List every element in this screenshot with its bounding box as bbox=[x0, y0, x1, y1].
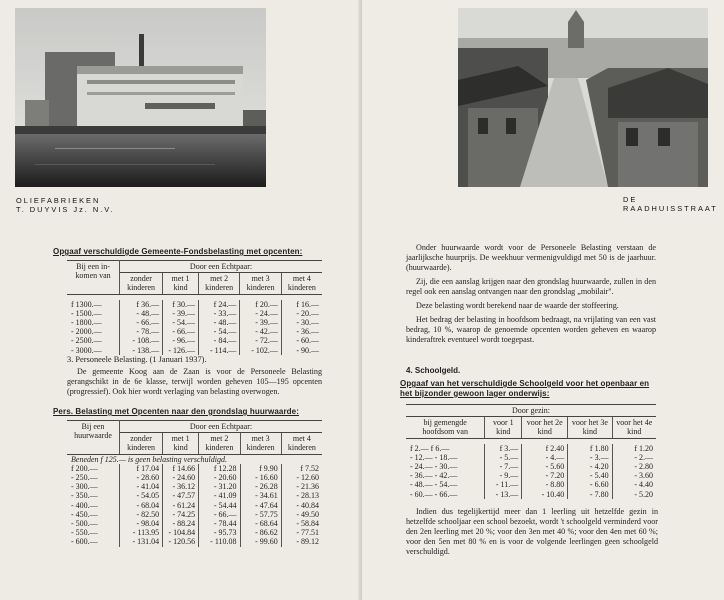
table-cell: - 26.28 bbox=[240, 482, 281, 491]
table-row bbox=[406, 490, 656, 499]
table-cell: - 2.80 bbox=[634, 462, 653, 472]
column-header: voor 1 kind bbox=[485, 417, 522, 438]
table-cell: - 350.— bbox=[67, 491, 119, 500]
table-row bbox=[67, 473, 322, 482]
table-cell: - 74.25 bbox=[163, 510, 199, 519]
column-header: met 1 kind bbox=[163, 273, 199, 294]
caption-line: OLIEFABRIEKEN bbox=[16, 196, 101, 205]
table-row bbox=[67, 528, 322, 537]
table-cell: - 6.60 bbox=[568, 480, 612, 489]
table-cell: f 1300.— bbox=[67, 300, 120, 309]
section-heading: Opgaaf verschuldigde Gemeente-Fondsbelasting met opcenten: bbox=[53, 247, 303, 256]
table-cell: - 20.— bbox=[296, 308, 319, 318]
table-cell: f 14.66 bbox=[163, 464, 199, 473]
table-cell: - 2500.— bbox=[67, 336, 120, 345]
table-cell: - 28.60 bbox=[119, 473, 162, 482]
table-cell: - 2000.— bbox=[67, 327, 120, 336]
table-cell: f 2.— f 6.— bbox=[406, 444, 485, 453]
table-row bbox=[67, 482, 322, 491]
column-header bbox=[67, 421, 119, 455]
table-cell: f 20.— bbox=[240, 300, 282, 309]
table-row bbox=[67, 309, 322, 318]
table-cell: - 113.95 bbox=[119, 528, 162, 537]
table-cell: - 78.— bbox=[120, 327, 163, 336]
column-header: met 3 kinderen bbox=[240, 273, 282, 294]
table-cell: f 1.80 bbox=[568, 444, 612, 453]
table-cell: - 250.— bbox=[67, 473, 119, 482]
table-cell: - 54.44 bbox=[199, 501, 240, 510]
table-cell: - 47.57 bbox=[163, 491, 199, 500]
factory-photo bbox=[15, 8, 266, 187]
table-row bbox=[67, 327, 322, 336]
table-cell: - 66.— bbox=[120, 318, 163, 327]
table-cell: - 72.— bbox=[240, 336, 282, 345]
table-cell: - 89.12 bbox=[296, 537, 319, 547]
table-cell: - 57.75 bbox=[240, 510, 281, 519]
street-photo-caption bbox=[623, 195, 718, 213]
column-header bbox=[67, 261, 120, 295]
group-header: Door gezin: bbox=[406, 405, 656, 417]
body-paragraph: Zij, die een aanslag krijgen naar den grondslag huurwaarde, zullen in den regel ook een aanslag ontvangen naar den grondslag „mobilair". bbox=[406, 277, 656, 296]
caption-line: DE bbox=[623, 195, 638, 204]
pers-table bbox=[67, 420, 322, 547]
table-cell: - 49.50 bbox=[296, 509, 319, 519]
table-cell: - 500.— bbox=[67, 519, 119, 528]
section-heading: Pers. Belasting met Opcenten naar den grondslag huurwaarde: bbox=[53, 407, 299, 416]
column-header: zonder kinderen bbox=[119, 433, 162, 454]
table-row bbox=[67, 491, 322, 500]
table-row bbox=[67, 300, 322, 309]
table-cell: - 21.36 bbox=[296, 482, 319, 492]
table-cell: - 48.— bbox=[199, 318, 240, 327]
table-cell: - 68.04 bbox=[119, 501, 162, 510]
section-subhead: 4. Schoolgeld. bbox=[406, 366, 461, 375]
table-cell: - 34.61 bbox=[240, 491, 281, 500]
pers-table-section bbox=[53, 407, 322, 547]
table-cell: - 5.20 bbox=[634, 489, 653, 499]
table-row bbox=[406, 453, 656, 462]
table-row bbox=[406, 471, 656, 480]
table-cell: - 84.— bbox=[199, 336, 240, 345]
table-cell: - 7.80 bbox=[568, 490, 612, 499]
table-cell: - 54.— bbox=[163, 318, 199, 327]
table-cell: - 5.60 bbox=[522, 462, 568, 471]
table-cell: - 450.— bbox=[67, 510, 119, 519]
table-cell: - 550.— bbox=[67, 528, 119, 537]
table-cell: - 120.56 bbox=[163, 537, 199, 546]
table-cell: - 41.09 bbox=[199, 491, 240, 500]
table-cell: - 102.— bbox=[240, 346, 282, 355]
column-header: met 2 kinderen bbox=[199, 433, 240, 454]
table-cell: - 7.— bbox=[485, 462, 522, 471]
column-header: met 4 kinderen bbox=[281, 273, 322, 294]
column-header: voor het 3e kind bbox=[568, 417, 612, 438]
table-row bbox=[67, 318, 322, 327]
table-cell: - 300.— bbox=[67, 482, 119, 491]
table-cell: - 24.60 bbox=[163, 473, 199, 482]
table-cell: - 12.— - 18.— bbox=[406, 453, 485, 462]
table-cell: - 28.13 bbox=[296, 491, 319, 501]
column-header: met 2 kinderen bbox=[199, 273, 240, 294]
table-cell: - 3.— bbox=[568, 453, 612, 462]
table-row bbox=[67, 501, 322, 510]
table-cell: - 4.20 bbox=[568, 462, 612, 471]
table-cell: - 96.— bbox=[163, 336, 199, 345]
table-cell: - 36.12 bbox=[163, 482, 199, 491]
table-cell: f 9.90 bbox=[240, 464, 281, 473]
table-cell: - 24.— - 30.— bbox=[406, 462, 485, 471]
table-cell: - 126.— bbox=[163, 346, 199, 355]
table-cell: - 60.— bbox=[296, 336, 319, 346]
table-cell: - 9.— bbox=[485, 471, 522, 480]
body-paragraph: Het bedrag der belasting in hoofdsom bedraagt, na vrijlating van een vast bedrag, 10 %, waarop de genoemde opcenten worden geheven en waarop kinderaftrek eventueel wordt toegepast. bbox=[406, 315, 656, 344]
table-cell: - 600.— bbox=[67, 537, 119, 546]
table-cell: - 31.20 bbox=[199, 482, 240, 491]
body-paragraph: Indien dus tegelijkertijd meer dan 1 leerling uit hetzelfde gezin in hetzelfde schooljaar een school bezoekt, wordt 't schoolgeld verminderd voor den 2en leerling met 20 %; voor den 3en met 40 %; voor den 4en met 60 %; voor den 5en met 80 % en is voor de volgende leerlingen geen schoolgeld verschuldigd. bbox=[406, 506, 658, 556]
table-row bbox=[67, 519, 322, 528]
table-cell: - 78.44 bbox=[199, 519, 240, 528]
table-row bbox=[67, 346, 322, 355]
table-cell: - 13.— bbox=[485, 490, 522, 499]
table-cell: - 8.80 bbox=[522, 480, 568, 489]
table-cell: - 20.60 bbox=[199, 473, 240, 482]
table-cell: - 5.— bbox=[485, 453, 522, 462]
schoolgeld-table bbox=[406, 404, 656, 499]
table-cell: - 95.73 bbox=[199, 528, 240, 537]
table-cell: f 17.04 bbox=[119, 464, 162, 473]
table-cell: - 10.40 bbox=[522, 490, 568, 499]
table-cell: - 4.40 bbox=[634, 480, 653, 490]
group-header: Door een Echtpaar: bbox=[120, 261, 322, 273]
table-cell: f 2.40 bbox=[522, 444, 568, 453]
schoolgeld-section bbox=[400, 366, 658, 561]
table-cell: - 77.51 bbox=[296, 528, 319, 538]
section-heading: Opgaaf van het verschuldigde Schoolgeld voor het openbaar en het bijzonder gewoon lager onderwijs: bbox=[400, 379, 650, 398]
table-cell: - 33.— bbox=[199, 309, 240, 318]
table-cell: - 3000.— bbox=[67, 346, 120, 355]
table-cell: - 39.— bbox=[163, 309, 199, 318]
table-cell: - 2.— bbox=[634, 452, 653, 462]
table-cell: - 66.— bbox=[199, 510, 240, 519]
table-cell: - 41.04 bbox=[119, 482, 162, 491]
body-paragraph: Onder huurwaarde wordt voor de Personeele Belasting verstaan de jaarlijksche huurprijs. De weekhuur vermenigvuldigd met 50 is de jaarhuur. (huurwaarde). bbox=[406, 243, 656, 272]
table-cell: - 131.04 bbox=[119, 537, 162, 546]
table-cell: - 39.— bbox=[240, 318, 282, 327]
table-cell: - 30.— bbox=[296, 318, 319, 328]
table-cell: - 114.— bbox=[199, 346, 240, 355]
table-cell: - 400.— bbox=[67, 501, 119, 510]
section-subhead: 3. Personeele Belasting. (1 Januari 1937). bbox=[67, 355, 207, 364]
column-header: met 1 kind bbox=[163, 433, 199, 454]
table-cell: - 82.50 bbox=[119, 510, 162, 519]
street-photo bbox=[458, 8, 708, 187]
table-note: Beneden f 125.— is geen belasting verschuldigd. bbox=[71, 454, 227, 464]
gemeentefonds-section bbox=[53, 247, 322, 355]
table-cell: - 36.— bbox=[296, 327, 319, 337]
table-cell: - 48.— bbox=[120, 309, 163, 318]
column-header: zonder kinderen bbox=[120, 273, 163, 294]
table-cell: f 16.— bbox=[296, 299, 319, 309]
table-cell: f 24.— bbox=[199, 300, 240, 309]
table-cell: - 110.08 bbox=[199, 537, 240, 546]
table-cell: f 30.— bbox=[163, 300, 199, 309]
table-cell: - 48.— - 54.— bbox=[406, 480, 485, 489]
table-cell: - 90.— bbox=[296, 345, 319, 355]
table-cell: - 58.84 bbox=[296, 519, 319, 529]
table-cell: - 98.04 bbox=[119, 519, 162, 528]
table-cell: - 54.— bbox=[199, 327, 240, 336]
table-cell: - 68.64 bbox=[240, 519, 281, 528]
table-cell: - 108.— bbox=[120, 336, 163, 345]
column-header: voor het 4e kind bbox=[612, 417, 656, 438]
table-cell: f 7.52 bbox=[300, 463, 319, 473]
right-page bbox=[362, 0, 724, 600]
caption-line: T. DUYVIS Jz. N.V. bbox=[16, 205, 115, 214]
table-cell: - 16.60 bbox=[240, 473, 281, 482]
factory-photo-caption bbox=[16, 196, 115, 214]
table-cell: - 1800.— bbox=[67, 318, 120, 327]
group-header: Door een Echtpaar: bbox=[119, 421, 322, 433]
table-row bbox=[406, 480, 656, 489]
col-text: Bij een in-komen van bbox=[75, 262, 111, 281]
table-cell: f 36.— bbox=[120, 300, 163, 309]
body-paragraph: Deze belasting wordt berekend naar de waarde der stoffeering. bbox=[416, 301, 619, 310]
table-row bbox=[406, 462, 656, 471]
table-cell: - 36.— - 42.— bbox=[406, 471, 485, 480]
table-cell: - 61.24 bbox=[163, 501, 199, 510]
column-header: bij gemengde hoofdsom van bbox=[406, 417, 485, 438]
table-cell: - 4.— bbox=[522, 453, 568, 462]
table-body bbox=[67, 454, 322, 547]
table-cell: - 47.64 bbox=[240, 501, 281, 510]
table-cell: - 11.— bbox=[485, 480, 522, 489]
column-header: voor het 2e kind bbox=[522, 417, 568, 438]
table-row bbox=[67, 336, 322, 345]
body-paragraph: De gemeente Koog aan de Zaan is voor de Personeele Belasting gerangschikt in de 6e klasse, terwijl worden geheven 105—195 opcenten (progressief). Ook hier wordt verlaging van belasting overwogen. bbox=[67, 367, 322, 396]
column-header: met 3 kinderen bbox=[240, 433, 281, 454]
table-cell: - 104.84 bbox=[163, 528, 199, 537]
table-cell: - 54.05 bbox=[119, 491, 162, 500]
table-cell: - 7.20 bbox=[522, 471, 568, 480]
table-cell: - 88.24 bbox=[163, 519, 199, 528]
table-cell: f 12.28 bbox=[199, 464, 240, 473]
table-body bbox=[406, 438, 656, 499]
table-cell: - 24.— bbox=[240, 309, 282, 318]
table-cell: f 200.— bbox=[67, 464, 119, 473]
caption-line: RAADHUISSTRAAT bbox=[623, 204, 718, 213]
table-row bbox=[67, 464, 322, 473]
gemeentefonds-table bbox=[67, 260, 322, 355]
table-cell: - 60.— - 66.— bbox=[406, 490, 485, 499]
table-cell: - 138.— bbox=[120, 346, 163, 355]
table-cell: f 1.20 bbox=[634, 443, 653, 453]
col-text: Bij een huurwaarde bbox=[74, 422, 112, 441]
table-row bbox=[406, 444, 656, 453]
table-cell: - 86.62 bbox=[240, 528, 281, 537]
table-cell: - 3.60 bbox=[634, 471, 653, 481]
table-cell: - 5.40 bbox=[568, 471, 612, 480]
table-cell: - 42.— bbox=[240, 327, 282, 336]
table-cell: f 3.— bbox=[485, 444, 522, 453]
huurwaarde-section bbox=[406, 243, 656, 349]
table-row bbox=[67, 510, 322, 519]
column-header: met 4 kinderen bbox=[281, 433, 322, 454]
table-cell: - 99.60 bbox=[240, 537, 281, 546]
table-body bbox=[67, 294, 322, 355]
table-cell: - 12.60 bbox=[296, 473, 319, 483]
table-cell: - 66.— bbox=[163, 327, 199, 336]
table-row bbox=[67, 537, 322, 546]
personeele-section bbox=[67, 355, 322, 401]
table-cell: - 40.84 bbox=[296, 500, 319, 510]
table-cell: - 1500.— bbox=[67, 309, 120, 318]
